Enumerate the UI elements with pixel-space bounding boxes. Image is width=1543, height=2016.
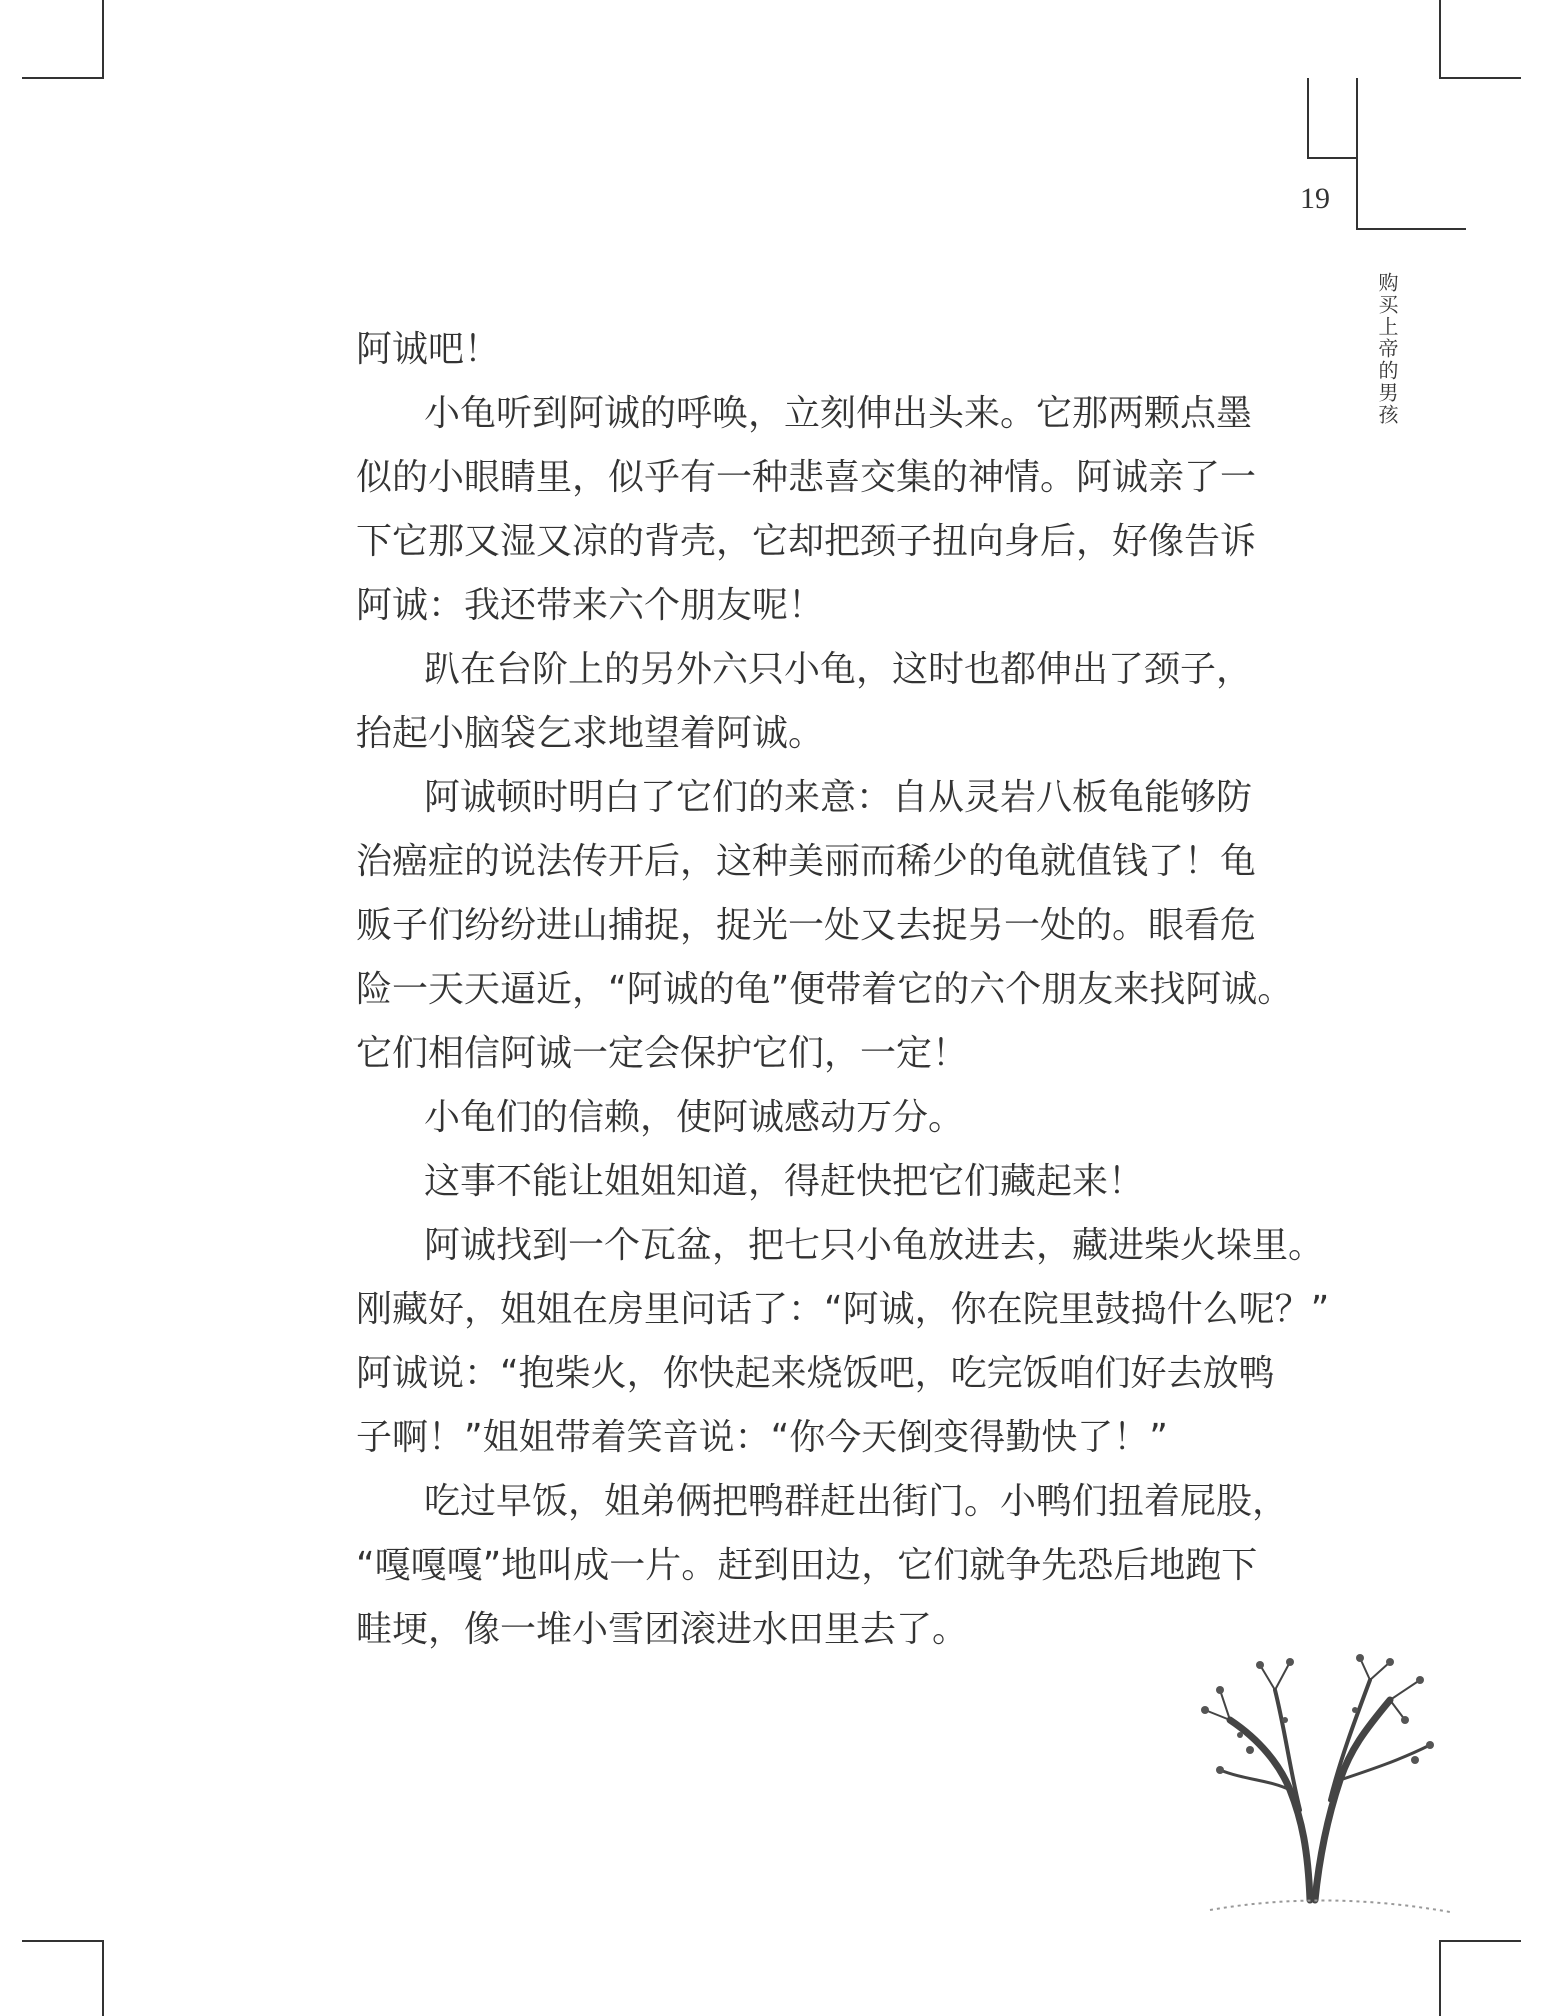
crop-mark: [22, 77, 104, 79]
text-line: 抬起小脑袋乞求地望着阿诚。: [356, 713, 825, 754]
crop-mark: [1439, 77, 1521, 79]
text-line: 畦埂，像一堆小雪团滚进水田里去了。: [356, 1609, 969, 1650]
text-line: 小龟们的信赖，使阿诚感动万分。: [424, 1097, 965, 1138]
text-line: 阿诚找到一个瓦盆，把七只小龟放进去，藏进柴火垛里。: [424, 1225, 1325, 1266]
text-line: 贩子们纷纷进山捕捉，捉光一处又去捉另一处的。眼看危: [356, 905, 1257, 946]
text-line: 阿诚吧！: [356, 329, 501, 370]
header-frame-line: [1356, 228, 1466, 230]
header-frame-line: [1307, 157, 1357, 159]
text-line: 子啊！”姐姐带着笑音说：“你今天倒变得勤快了！”: [356, 1417, 1168, 1458]
tree-illustration: [1190, 1650, 1460, 1930]
running-title: 购买上帝的男孩: [1375, 272, 1399, 426]
text-line: 险一天天逼近，“阿诚的龟”便带着它的六个朋友来找阿诚。: [356, 969, 1294, 1010]
body-text: [356, 318, 1330, 1662]
text-line: 它们相信阿诚一定会保护它们，一定！: [356, 1033, 969, 1074]
text-line: 似的小眼睛里，似乎有一种悲喜交集的神情。阿诚亲了一: [356, 457, 1257, 498]
text-line: 阿诚：我还带来六个朋友呢！: [356, 585, 825, 626]
text-line: “嘎嘎嘎”地叫成一片。赶到田边，它们就争先恐后地跑下: [356, 1545, 1258, 1586]
text-line: 阿诚说：“抱柴火，你快起来烧饭吧，吃完饭咱们好去放鸭: [356, 1353, 1275, 1394]
crop-mark: [102, 0, 104, 78]
crop-mark: [22, 1940, 104, 1942]
text-line: 下它那又湿又凉的背壳，它却把颈子扭向身后，好像告诉: [356, 521, 1257, 562]
header-frame-line: [1307, 78, 1309, 158]
text-line: 吃过早饭，姐弟俩把鸭群赶出街门。小鸭们扭着屁股，: [424, 1481, 1289, 1522]
text-line: 这事不能让姐姐知道，得赶快把它们藏起来！: [424, 1161, 1145, 1202]
page-number: 19: [1300, 182, 1330, 215]
crop-mark: [1439, 1940, 1521, 1942]
text-line: 治癌症的说法传开后，这种美丽而稀少的龟就值钱了！龟: [356, 841, 1257, 882]
crop-mark: [1439, 1940, 1441, 2016]
crop-mark: [1439, 0, 1441, 78]
text-line: 阿诚顿时明白了它们的来意：自从灵岩八板龟能够防: [424, 777, 1253, 818]
crop-mark: [102, 1940, 104, 2016]
text-line: 趴在台阶上的另外六只小龟，这时也都伸出了颈子，: [424, 649, 1253, 690]
header-frame-line: [1356, 78, 1358, 230]
text-line: 刚藏好，姐姐在房里问话了：“阿诚，你在院里鼓捣什么呢？”: [356, 1289, 1330, 1330]
text-line: 小龟听到阿诚的呼唤，立刻伸出头来。它那两颗点墨: [424, 393, 1253, 434]
